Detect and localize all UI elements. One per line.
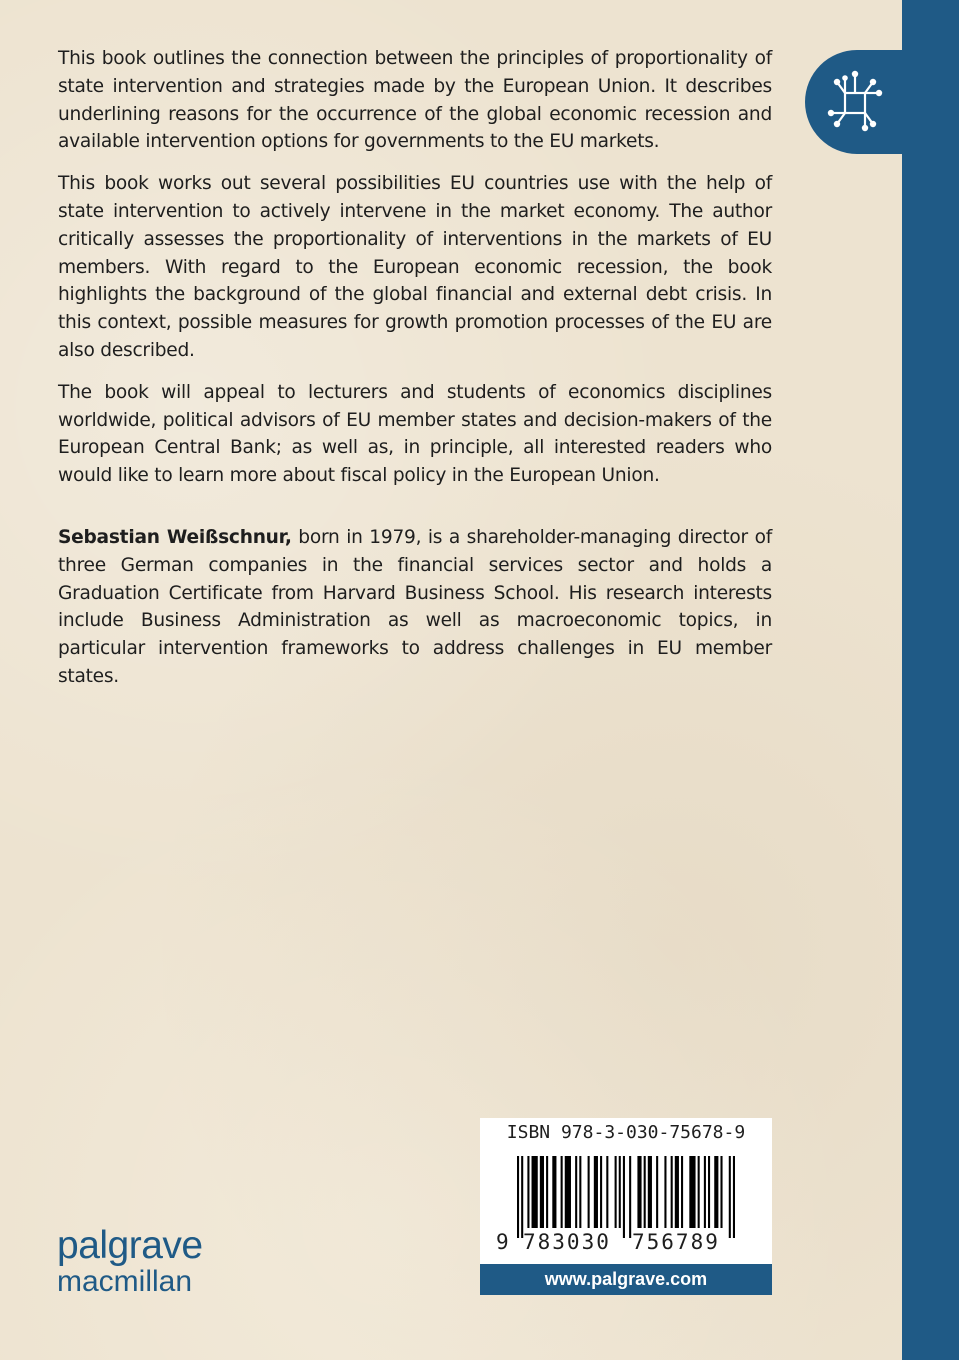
barcode-bar: [689, 1156, 695, 1228]
barcode-digit-first: 9: [496, 1230, 509, 1254]
blurb-paragraph-2: This book works out several possibilities EU countries use with the help of state intervention to actively intervene in the market economy. The author critically assesses the proportionality of interventions in the markets of EU members. With regard to the European economic recession, the book highlights the background of the global financial and external debt crisis. In this context, possible measures for growth promotion processes of the EU are also described.: [58, 173, 772, 361]
barcode-bars: [517, 1156, 735, 1238]
barcode-bar: [521, 1156, 523, 1238]
publisher-name-line1: palgrave: [57, 1224, 203, 1267]
barcode-bar: [714, 1156, 718, 1228]
barcode-bar: [606, 1156, 608, 1228]
author-name: Sebastian Weißschnur,: [58, 526, 292, 548]
barcode-bar: [527, 1156, 529, 1228]
barcode-bar: [594, 1156, 598, 1228]
barcode-bar: [671, 1156, 673, 1228]
barcode-bar: [623, 1156, 625, 1238]
spine-color-bar: [902, 0, 959, 1360]
barcode-bar: [517, 1156, 519, 1238]
barcode-bar: [704, 1156, 706, 1228]
back-cover-blurb: [58, 45, 772, 705]
barcode-bar: [681, 1156, 683, 1228]
author-bio-text: born in 1979, is a shareholder-managing director of three German companies in the financial services sector and holds a Graduation Certificate from Harvard Business School. His research interests include Business Administration as well as macroeconomic topics, in particular intervention frameworks to address challenges in EU member states.: [58, 526, 773, 687]
barcode-bar: [733, 1156, 735, 1238]
barcode-bar: [629, 1156, 631, 1238]
series-logo-tab: [805, 50, 915, 154]
barcode-bar: [552, 1156, 556, 1228]
barcode-bar: [615, 1156, 617, 1228]
blurb-paragraph-1: This book outlines the connection between the principles of proportionality of state intervention and strategies made by the European Union. It describes underlining reasons for the occurrence of the global economic recession and available intervention options for governments to the EU markets.: [58, 48, 772, 153]
barcode-bar: [579, 1156, 581, 1228]
barcode-bar: [532, 1156, 538, 1228]
barcode-bar: [656, 1156, 658, 1228]
barcode-bar: [664, 1156, 666, 1228]
isbn-label: ISBN 978-3-030-75678-9: [506, 1122, 746, 1143]
author-bio: [58, 524, 772, 691]
barcode-bar: [588, 1156, 590, 1228]
barcode-bar: [644, 1156, 646, 1228]
barcode-bar: [720, 1156, 722, 1228]
barcode-bar: [565, 1156, 571, 1228]
barcode-bar: [648, 1156, 652, 1228]
publisher-name-line2: macmillan: [57, 1265, 193, 1298]
barcode-bar: [729, 1156, 731, 1238]
barcode-digits-left: 783030: [523, 1230, 611, 1254]
barcode-bar: [619, 1156, 621, 1228]
barcode-bar: [600, 1156, 602, 1228]
barcode-bar: [575, 1156, 577, 1228]
barcode-bar: [561, 1156, 563, 1228]
barcode-bar: [546, 1156, 548, 1228]
barcode-bar: [698, 1156, 700, 1228]
palgrave-network-icon: [815, 64, 895, 140]
publisher-logo: [57, 1224, 203, 1300]
barcode-bar: [637, 1156, 641, 1228]
barcode-digits-right: 756789: [632, 1230, 720, 1254]
isbn-barcode-box: [480, 1118, 772, 1295]
barcode-bar: [675, 1156, 679, 1228]
barcode-bar: [708, 1156, 710, 1228]
barcode-bar: [540, 1156, 544, 1228]
blurb-paragraph-3: The book will appeal to lecturers and students of economics disciplines worldwide, political advisors of EU member states and decision-makers of the European Central Bank; as well as, in principle, all interested readers who would like to learn more about fiscal policy in the European Union.: [58, 381, 772, 487]
publisher-url[interactable]: www.palgrave.com: [480, 1264, 772, 1295]
